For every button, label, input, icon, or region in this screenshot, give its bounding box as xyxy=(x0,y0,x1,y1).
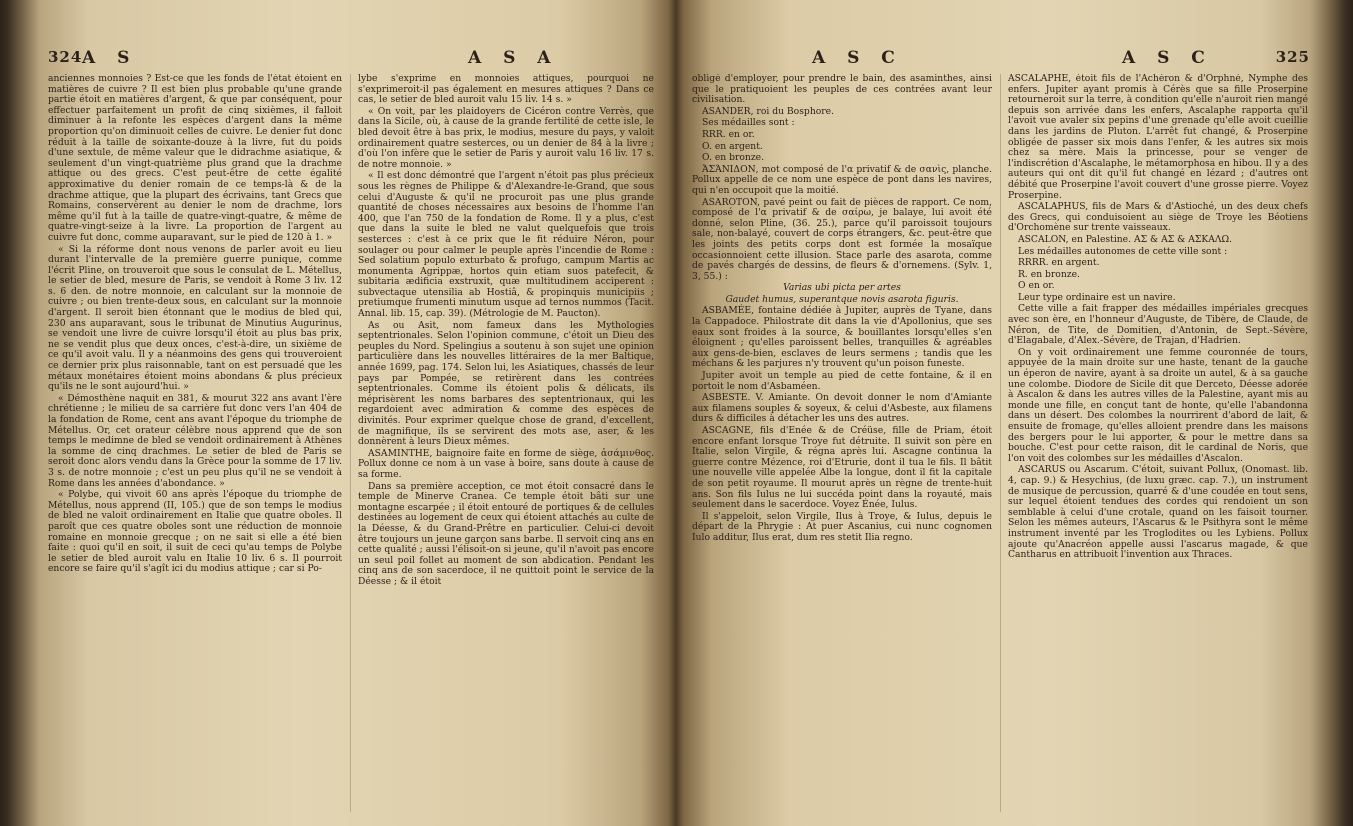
text-paragraph: lybe s'exprime en monnoies attiques, pourquoi ne s'exprimeroit-il pas également en mesures attiques ? Dans ce cas, le setier de bled auroit valu 15 liv. 14 s. » xyxy=(358,74,654,106)
text-paragraph: Dans sa première acception, ce mot étoit consacré dans le temple de Minerve Cranea. Ce temple étoit bâti sur une montagne escarpée ; il étoit entouré de portiques & de cellules destinées au logement de ceux qui étoient attachés au culte de la Déesse, & du Grand-Prêtre en particulier. Celui-ci devoit être toujours un jeune garçon sans barbe. Il servoit cinq ans en cette qualité ; aussi l'élisoit-on si jeune, qu'il n'avoit pas encore un seul poil follet au moment de son abdication. Pendant les cinq ans de son sacerdoce, il ne quittoit point le service de la Déesse ; & il étoit xyxy=(358,480,654,587)
text-line: R. en bronze. xyxy=(1018,268,1080,280)
text-line: O. en bronze. xyxy=(702,152,765,164)
left-page xyxy=(48,44,656,812)
text-paragraph: obligé d'employer, pour prendre le bain, des asaminthes, ainsi que le pratiquoient les peuples de ces contrées avant leur civilisation. xyxy=(692,74,992,106)
text-paragraph: ASAMINTHE, baignoire faite en forme de siège, ἀσάμινθος. Pollux donne ce nom à un vase à boire, sans doute à cause de sa forme. xyxy=(358,447,654,480)
text-paragraph: ASBESTE. V. Amiante. On devoit donner le nom d'Amiante aux filamens souples & soyeux, & celui d'Asbeste, aux filamens durs & difficiles à détacher les uns des autres. xyxy=(692,392,992,425)
text-paragraph: « Démosthène naquit en 381, & mourut 322 ans avant l'ère chrétienne ; le milieu de sa carrière fut donc vers l'an 404 de la fondation de Rome, cent ans avant l'époque du triomphe de Métellus. Or, cet orateur célèbre nous apprend que de son temps le medimne de bled se vendoit ordinairement à Athènes la somme de cinq drachmes. Le setier de bled de Paris se seroit donc alors vendu dans la Grèce pour la somme de 17 liv. 3 s. de notre monnoie ; c'est un peu plus qu'il ne se vendoit à Rome dans les années d'abondance. » xyxy=(48,392,342,489)
running-head-left-outer: A S xyxy=(82,48,138,68)
text-paragraph: ASANDER, roi du Bosphore. xyxy=(702,105,835,117)
text-paragraph: ASBAMÉE, fontaine dédiée à Jupiter, auprès de Tyane, dans la Cappadoce. Philostrate dit dans la vie d'Apollonius, que ses eaux sont froides à la source, & bouillantes lorsqu'elles s'en éloignent ; qu'elles paroissent belles, tranquilles & agréables aux gens-de-bien, esclaves de leurs sermens ; tandis que les méchans & les parjures n'y trouvent qu'un poison funeste. xyxy=(692,305,992,370)
text-paragraph: ASCALAPHUS, fils de Mars & d'Astioché, un des deux chefs des Grecs, qui conduisoient au siège de Troye les Béotiens d'Orchomène sur trente vaisseaux. xyxy=(1008,201,1308,234)
left-page-header xyxy=(48,44,656,74)
text-line: RRRR. en argent. xyxy=(1018,257,1100,269)
verse-line: Gaudet humus, superantque novis asarota figuris. xyxy=(725,293,959,305)
text-paragraph: anciennes monnoies ? Est-ce que les fonds de l'état étoient en matières de cuivre ? Il est bien plus probable qu'une grande partie étoit en matières d'argent, & que par conséquent, pour effectuer parfaitement un profit de cinq sixièmes, il falloit diminuer à la refonte les espèces d'argent dans la même proportion qu'on diminuoit celles de cuivre. Le denier fut donc réduit à la taille de soixante-douze à la livre, fut du poids d'une sextule, de même valeur que le didrachme asiatique, & seulement d'un vingt-quatrième plus grand que la drachme attique ou des grecs. C'est peut-être de cette égalité approximative du denier romain de ce temps-là & de la drachme attique, que la plupart des écrivains, tant Grecs que Romains, conservèrent au denier le nom de drachme, lors même qu'il fut à la taille de quatre-vingt-quatre, & même de quatre-vingt-seize à la livre. La proportion de l'argent au cuivre fut donc, comme auparavant, sur le pied de 120 à 1. » xyxy=(48,74,342,243)
running-head-right-inner: A S C xyxy=(812,48,903,68)
right-page xyxy=(692,44,1310,812)
left-page-column-2 xyxy=(358,74,654,812)
verse-line: Varias ubi picta per artes xyxy=(783,282,901,294)
text-paragraph: ASCALON, en Palestine. ΑΣ & ΑΣ & ΑΣΚΑΛΩ. xyxy=(1018,233,1233,245)
column-rule-left xyxy=(350,74,351,812)
running-head-left-inner: A S A xyxy=(468,48,559,68)
running-head-right-outer: A S C xyxy=(1122,48,1213,68)
text-paragraph: Jupiter avoit un temple au pied de cette fontaine, & il en portoit le nom d'Asbaméen. xyxy=(692,370,992,392)
right-page-column-1 xyxy=(692,74,992,812)
right-page-column-2 xyxy=(1008,74,1308,812)
text-paragraph: ἈΣΆΝΙΔΟΝ, mot composé de l'α privatif & de σανὶς, planche. Pollux appelle de ce nom une espèce de pont dans les navires, qui n'en occupoit que la moitié. xyxy=(692,163,992,196)
left-page-column-1 xyxy=(48,74,342,812)
text-paragraph: ASCAGNE, fils d'Enée & de Créüse, fille de Priam, étoit encore enfant lorsque Troye fut détruite. Il suivit son père en Italie, selon Virgile, & régna après lui. Ascagne continua la guerre contre Mézence, roi d'Etrurie, dont il tua le fils. Il bâtit une nouvelle ville appelée Albe la longue, dont il fit la capitale de son petit royaume. Il mourut après un règne de trente-huit ans. Son fils Iulus ne lui succéda point dans la royauté, mais seulement dans le sacerdoce. Voyez Énée, Iulus. xyxy=(692,425,992,511)
text-paragraph: « Il est donc démontré que l'argent n'étoit pas plus précieux sous les règnes de Philippe & d'Alexandre-le-Grand, que sous celui d'Auguste & qu'il ne procuroit pas une plus grande quantité de choses nécessaires aux besoins de l'homme l'an 400, que l'an 750 de la fondation de Rome. Il y a plus, c'est que dans la suite le bled ne valut quelquefois que trois sesterces : c'est à ce prix que le fit réduire Néron, pour soulager ou pour calmer le peuple après l'incendie de Rome : Sed solatium populo exturbato & profugo, campum Martis ac monumenta Agrippæ, hortos quin etiam suos patefecit, & subitaria ædificia exstruxit, quæ multitudinem acciperent : subvectaque utensilia ab Hostiâ, & propinquis municipiis ; pretiumque frumenti minutum usque ad ternos nummos (Tacit. Annal. lib. 15, cap. 39). (Métrologie de M. Paucton). xyxy=(358,170,654,320)
text-paragraph: Il s'appeloit, selon Virgile, Ilus à Troye, & Iulus, depuis le départ de la Phrygie : At puer Ascanius, cui nunc cognomen Iulo additur, Ilus erat, dum res stetit Ilia regno. xyxy=(692,510,992,543)
text-paragraph: Leur type ordinaire est un navire. xyxy=(1018,291,1176,303)
text-paragraph: Les médailles autonomes de cette ville sont : xyxy=(1018,245,1228,257)
text-line: RRR. en or. xyxy=(702,128,755,140)
text-paragraph: Cette ville a fait frapper des médailles impériales grecques avec son ère, en l'honneur d'Auguste, de Tibère, de Claude, de Néron, de Tite, de Domitien, d'Antonin, de Sept.-Sévère, d'Elagabale, d'Alex.-Sévère, de Trajan, d'Hadrien. xyxy=(1008,303,1308,347)
text-paragraph: « Polybe, qui vivoit 60 ans après l'époque du triomphe de Métellus, nous apprend (II, 105.) que de son temps le modius de bled ne valoit ordinairement en Italie que quatre oboles. Il paroît que ces quatre oboles sont une réduction de monnoie romaine en monnoie grecque ; on ne sait si elle a été bien faite : quoi qu'il en soit, il suit de ceci qu'au temps de Polybe le setier de bled auroit valu en Italie 10 liv. 6 s. Il pourroit encore se faire qu'il s'agît ici du modius attique ; car si Po- xyxy=(48,489,342,575)
page-number-right: 325 xyxy=(1275,48,1310,66)
text-line: O. en argent. xyxy=(702,140,763,152)
text-paragraph: « Si la réforme dont nous venons de parler avoit eu lieu durant l'intervalle de la première guerre punique, comme l'écrit Pline, on trouveroit que sous le consulat de L. Métellus, le setier de bled, mesure de Paris, se vendoit à Rome 3 liv. 12 s. 6 den. de notre monnoie, en calculant sur la monnoie de cuivre ; ou bien trente-deux sous, en calculant sur la monnoie d'argent. Il seroit bien étonnant que le modius de bled qui, 230 ans auparavant, sous le tribunat de Minutius Augurinus, se vendoit une livre de cuivre lorsqu'il étoit au plus bas prix, ne se vendit plus que deux onces, c'est-à-dire, un sixième de ce qu'il avoit valu. Il y a néanmoins des gens qui trouveroient ce dernier prix plus raisonnable, tant on est persuadé que les métaux monétaires étoient moins abondans & plus précieux qu'ils ne le sont aujourd'hui. » xyxy=(48,243,342,393)
page-number-left: 324 xyxy=(48,48,83,66)
text-paragraph: Ses médailles sont : xyxy=(702,117,795,129)
right-page-header xyxy=(692,44,1310,74)
text-line: O en or. xyxy=(1018,280,1055,292)
text-paragraph: ASCALAPHE, étoit fils de l'Achéron & d'Orphné, Nymphe des enfers. Jupiter ayant promis à Cérès que sa fille Proserpine retourneroit sur la terre, à condition qu'elle n'auroit rien mangé depuis son arrivée dans les enfers, Ascalaphe rapporta qu'il l'avoit vue avaler six pepins d'une grenade qu'elle avoit cueillie dans les jardins de Pluton. L'arrêt fut changé, & Proserpine obligée de passer six mois dans l'enfer, & les autres six mois chez sa mère. Mais la princesse, pour se venger de l'indiscrétion d'Ascalaphe, le métamorphosa en hibou. Il y a des auteurs qui ont dit qu'il fut changé en lézard ; d'autres ont débité que Proserpine l'avoit couvert d'une grosse pierre. Voyez Proserpine. xyxy=(1008,74,1308,201)
text-paragraph: ASCARUS ou Ascarum. C'étoit, suivant Pollux, (Onomast. lib. 4, cap. 9.) & Hesychius, (de luxu græc. cap. 7.), un instrument de musique de percussion, quarré & d'une coudée en tout sens, sur lequel étoient tendues des cordes qui rendoient un son semblable à celui d'une crotale, quand on les faisoit tourner. Selon les mêmes auteurs, l'Ascarus & le Psithyra sont le même instrument inventé par les Troglodites ou les Lybiens. Pollux ajoute qu'Anacréon appelle aussi l'ascarus magade, & que Cantharus en attribuoit l'invention aux Thraces. xyxy=(1008,464,1308,561)
text-paragraph: ASAROTON, pavé peint ou fait de pièces de rapport. Ce nom, composé de l'α privatif & de σαίρω, je balaye, lui avoit été donné, selon Pline, (36. 25.), parce qu'il paroissoit toujours sale, non-balayé, couvert de corps étrangers, &c. peut-être que les joints des petits corps dont est formée la mosaïque occasionnoient cette illusion. Stace parle des asarota, comme de pavés chargés de dessins, de fleurs & d'ornemens. (Sylv. 1, 3, 55.) : xyxy=(692,196,992,282)
column-rule-right xyxy=(1000,74,1001,812)
text-paragraph: As ou Asit, nom fameux dans les Mythologies septentrionales. Selon l'opinion commune, c'étoit un Dieu des peuples du Nord. Spelingius a soutenu à son sujet une opinion particulière dans les nouvelles littéraires de la mer Baltique, année 1699, pag. 174. Selon lui, les Asiatiques, chassés de leur pays par Pompée, se retirèrent dans les contrées septentrionales. Comme ils étoient polis & délicats, ils méprisèrent les noms barbares des septentrionaux, qui les regardoient avec admiration & comme des espèces de divinités. Pour exprimer quelque chose de grand, d'excellent, de magnifique, ils se servirent des mots ase, aser, & les donnèrent à leurs Dieux mêmes. xyxy=(358,319,654,448)
text-paragraph: On y voit ordinairement une femme couronnée de tours, appuyée de la main droite sur une haste, tenant de la gauche un éperon de navire, ayant à sa droite un autel, & à sa gauche une colombe. Diodore de Sicile dit que Derceto, Déesse adorée à Ascalon & dans les autres villes de la Palestine, ayant mis au monde une fille, en conçut tant de honte, qu'elle l'abandonna dans un désert. Des colombes la nourrirent d'abord de lait, & ensuite de fromage, qu'elles alloient prendre dans les maisons des bergers pour le lui apporter, & pour le mettre dans sa bouche. C'est pour cette raison, dit le cardinal de Noris, que l'on voit des colombes sur les médailles d'Ascalon. xyxy=(1008,346,1308,464)
text-paragraph: « On voit, par les plaidoyers de Cicéron contre Verrès, que dans la Sicile, où, à cause de la grande fertilité de cette isle, le bled devoit être à bas prix, le modius, mesure du pays, y valoit ordinairement quatre sesterces, ou un denier de 84 à la livre ; d'où l'on infère que le setier de Paris y auroit valu 16 liv. 17 s. de notre monnoie. » xyxy=(358,105,654,170)
